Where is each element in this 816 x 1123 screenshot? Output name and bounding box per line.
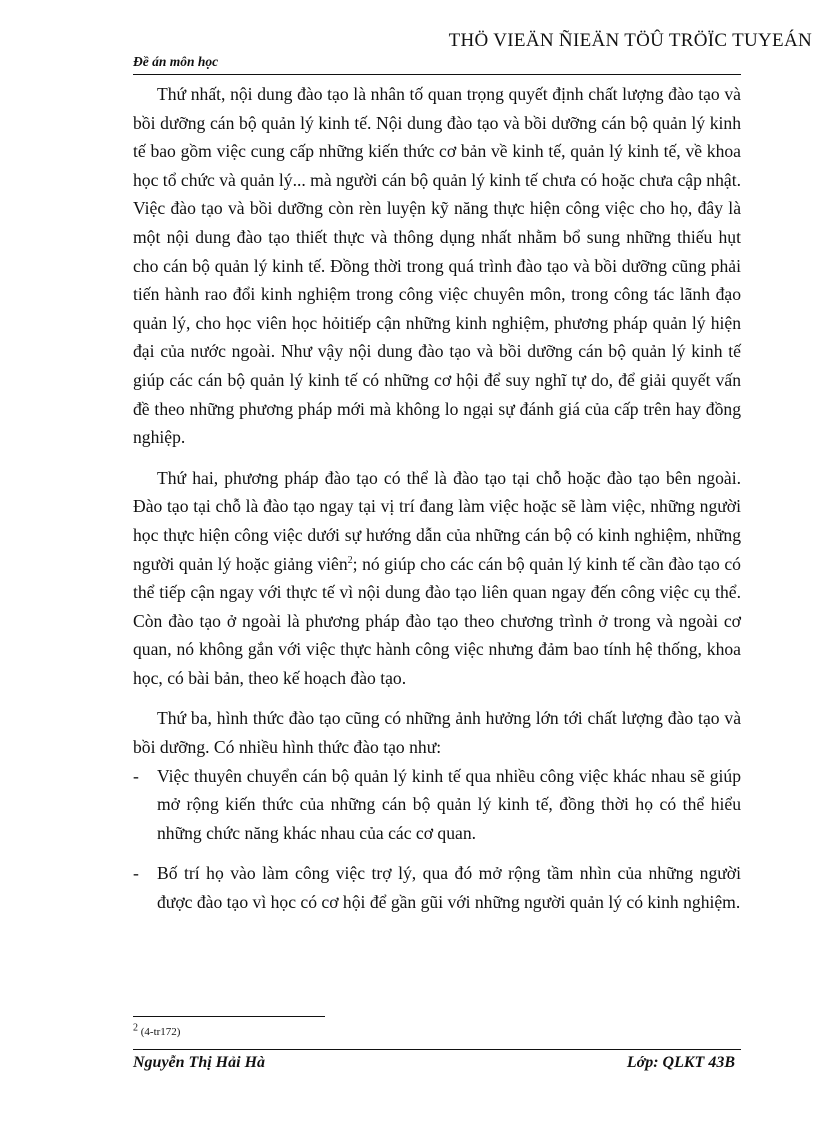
list-dash: -: [133, 863, 139, 884]
paragraph-3: Thứ ba, hình thức đào tạo cũng có những ảnh hưởng lớn tới chất lượng đào tạo và bồi dưỡng. Có nhiều hình thức đào tạo như:: [133, 708, 741, 758]
document-body: [133, 80, 741, 929]
list-dash: -: [133, 765, 139, 786]
list-item: [133, 762, 741, 848]
footnote: [133, 1022, 181, 1038]
footer-class: Lớp: QLKT 43B: [626, 1054, 735, 1071]
list-item: [133, 859, 741, 916]
list-item-text: Bố trí họ vào làm công việc trợ lý, qua đó mở rộng tầm nhìn của những người được đào tạo vì học có cơ hội để gần gũi với những người quản lý có kinh nghiệm.: [157, 863, 741, 913]
footnote-divider: [133, 1016, 325, 1017]
watermark-text: THÖ VIEÄN ÑIEÄN TÖÛ TRÖÏC TUYEÁN: [448, 30, 812, 51]
footnote-reference[interactable]: 2: [347, 554, 353, 566]
paragraph-2: [133, 464, 741, 693]
footnote-text: (4-tr172): [138, 1026, 181, 1038]
page-header: [133, 50, 741, 75]
page-footer: [133, 1049, 741, 1080]
footer-author: Nguyễn Thị Hải Hà: [133, 1054, 266, 1071]
header-title: Đề án môn học: [133, 54, 219, 69]
paragraph-2-text-a: Thứ hai, phương pháp đào tạo có thể là đào tạo tại chỗ hoặc đào tạo bên ngoài. Đào tạo tại chỗ là đào tạo ngay tại vị trí đang làm việc hoặc sẽ làm việc, những người học thực hiện công việc dưới sự hướng dẫn của những cán bộ có kinh nghiệm, những người quản lý hoặc giảng viên: [133, 467, 741, 574]
footnote-mark: 2: [133, 1022, 138, 1034]
paragraph-2-text-b: ; nó giúp cho các cán bộ quản lý kinh tế cần đào tạo có thể tiếp cận ngay với thực tế vì nội dung đào tạo liên quan ngay đến công việc cụ thể. Còn đào tạo ở ngoài là phương pháp đào tạo theo chương trình ở trong và ngoài cơ quan, nó không gắn với việc thực hành công việc nhưng đảm bao tính hệ thống, khoa học, có bài bản, theo kế hoạch đào tạo.: [133, 553, 741, 688]
list-item-text: Việc thuyên chuyển cán bộ quản lý kinh tế qua nhiều công việc khác nhau sẽ giúp mở rộng kiến thức của những cán bộ quản lý kinh tế, đồng thời họ có thể hiểu những chức năng khác nhau của các cơ quan.: [157, 765, 741, 843]
paragraph-1: Thứ nhất, nội dung đào tạo là nhân tố quan trọng quyết định chất lượng đào tạo và bồi dưỡng cán bộ quản lý kinh tế. Nội dung đào tạo và bồi dưỡng cán bộ quản lý kinh tế bao gồm việc cung cấp những kiến thức cơ bản về kinh tế, quản lý kinh tế, về khoa học tổ chức và quản lý... mà người cán bộ quản lý kinh tế chưa có hoặc chưa cập nhật. Việc đào tạo và bồi dưỡng còn rèn luyện kỹ năng thực hiện công việc cho họ, đây là một nội dung đào tạo thiết thực và thông dụng nhất nhằm bổ sung những thiếu hụt cho cán bộ quản lý kinh tế. Đồng thời trong quá trình đào tạo và bồi dưỡng cũng phải tiến hành rao đổi kinh nghiệm trong công việc chuyên môn, trong công tác lãnh đạo quản lý, cho học viên học hỏitiếp cận những kinh nghiệm, phương pháp quản lý hiện đại của nước ngoài. Như vậy nội dung đào tạo và bồi dưỡng cán bộ quản lý kinh tế giúp các cán bộ quản lý kinh tế có những cơ hội để suy nghĩ tự do, để giải quyết vấn đề theo những phương pháp mới mà không lo ngại sự đánh giá của cấp trên hay đồng nghiệp.: [133, 84, 741, 448]
